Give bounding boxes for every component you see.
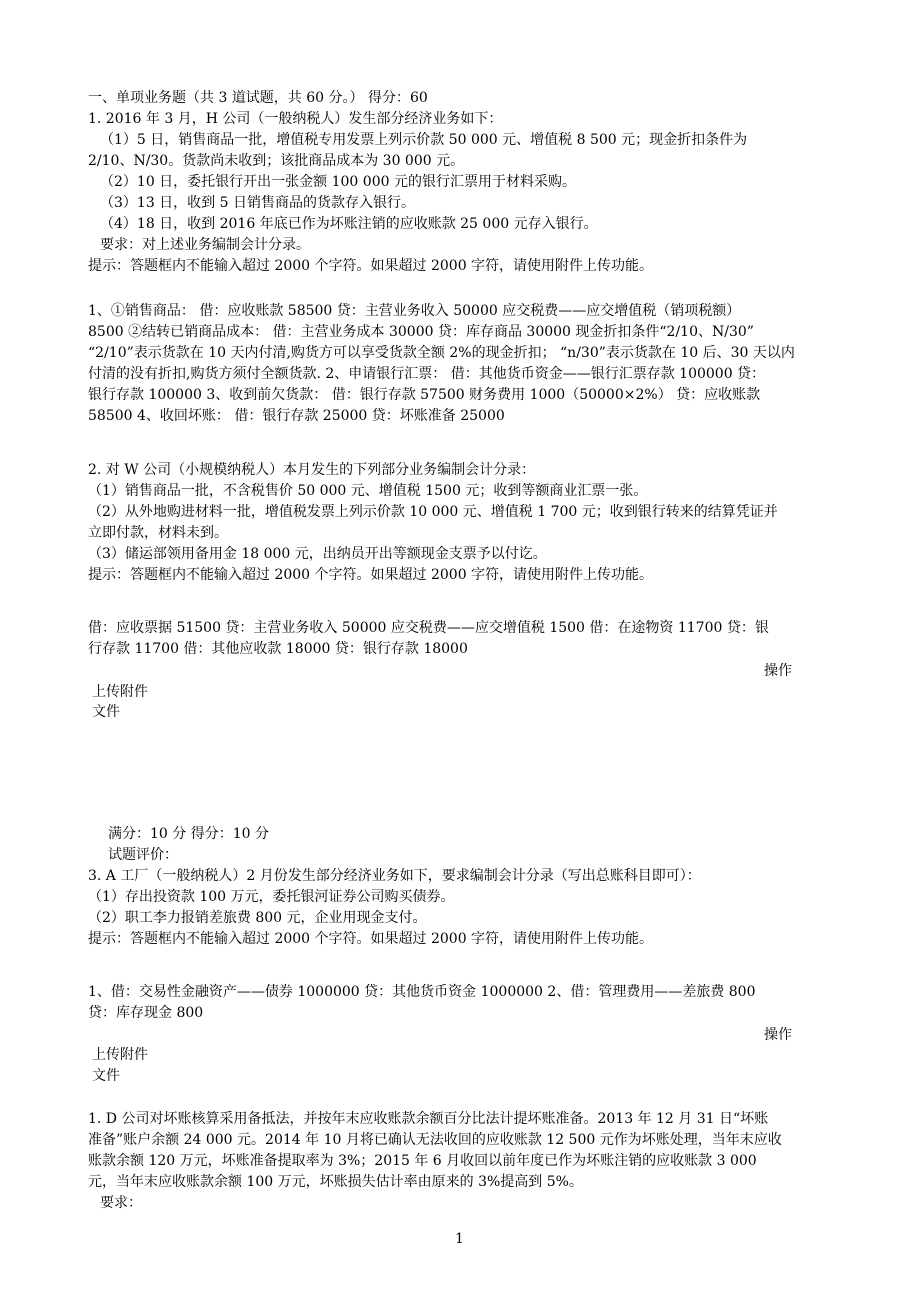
question-2-answer-line: 行存款 11700 借：其他应收款 18000 贷：银行存款 18000	[88, 641, 468, 657]
score-label: 满分：10 分 得分：10 分	[108, 826, 269, 842]
question-1-hint: 提示：答题框内不能输入超过 2000 个字符。如果超过 2000 字符，请使用附件上传功能。	[88, 258, 654, 274]
question-1-answer-line: 58500 4、收回坏账： 借：银行存款 25000 贷：坏账准备 25000	[88, 408, 505, 424]
upload-attachment-link[interactable]: 上传附件	[92, 684, 148, 700]
question-2-item: （3）储运部领用备用金 18 000 元，出纳员开出等额现金支票予以付讫。	[88, 546, 547, 562]
question-3-answer-line: 1、借：交易性金融资产——债券 1000000 贷：其他货币资金 1000000 2、借：管理费用——差旅费 800	[88, 984, 756, 1000]
question-1-item: （3）13 日，收到 5 日销售商品的货款存入银行。	[100, 195, 415, 211]
section-heading: 一、单项业务题（共 3 道试题，共 60 分。） 得分：60	[88, 90, 428, 106]
question-2-item: （2）从外地购进材料一批，增值税发票上列示价款 10 000 元、增值税 1 700 元；收到银行转来的结算凭证并	[88, 504, 778, 520]
page-number: 1	[455, 1231, 464, 1247]
question-2-answer-line: 借：应收票据 51500 贷：主营业务收入 50000 应交税费——应交增值税 1500 借：在途物资 11700 贷：银	[88, 620, 769, 636]
question-1-item: （4）18 日，收到 2016 年底已作为坏账注销的应收账款 25 000 元存入银行。	[100, 216, 598, 232]
upload-attachment-link[interactable]: 上传附件	[92, 1047, 148, 1063]
question-2-hint: 提示：答题框内不能输入超过 2000 个字符。如果超过 2000 字符，请使用附件上传功能。	[88, 567, 654, 583]
question-3-answer-line: 贷：库存现金 800	[88, 1005, 204, 1021]
question-4-line: 准备”账户余额 24 000 元。2014 年 10 月将已确认无法收回的应收账款 12 500 元作为坏账处理，当年末应收	[88, 1132, 782, 1148]
operation-label: 操作	[764, 663, 792, 679]
question-1-requirement: 要求：对上述业务编制会计分录。	[100, 237, 310, 253]
question-4-requirement: 要求：	[100, 1195, 142, 1211]
question-1-answer-line: “2/10”表示货款在 10 天内付清,购货方可以享受货款全额 2%的现金折扣； “n/30”表示货款在 10 后、30 天以内	[88, 345, 795, 361]
question-3-hint: 提示：答题框内不能输入超过 2000 个字符。如果超过 2000 字符，请使用附件上传功能。	[88, 931, 654, 947]
question-1-item: （2）10 日，委托银行开出一张金额 100 000 元的银行汇票用于材料采购。	[100, 174, 576, 190]
operation-label: 操作	[764, 1027, 792, 1043]
question-4-line: 元，当年末应收账款余额 100 万元，坏账损失估计率由原来的 3%提高到 5%。	[88, 1174, 583, 1190]
question-3-item: （2）职工李力报销差旅费 800 元，企业用现金支付。	[88, 910, 427, 926]
question-2-item: （1）销售商品一批，不含税售价 50 000 元、增值税 1500 元；收到等额商业汇票一张。	[88, 483, 648, 499]
question-3-title: 3. A 工厂（一般纳税人）2 月份发生部分经济业务如下，要求编制会计分录（写出总账科目即可）：	[88, 868, 701, 884]
question-3-item: （1）存出投资款 100 万元，委托银河证券公司购买债券。	[88, 889, 455, 905]
question-2-title: 2. 对 W 公司（小规模纳税人）本月发生的下列部分业务编制会计分录：	[88, 462, 536, 478]
question-2-item: 立即付款，材料未到。	[88, 525, 228, 541]
question-4-line: 1. D 公司对坏账核算采用备抵法，并按年末应收账款余额百分比法计提坏账准备。2013 年 12 月 31 日“坏账	[88, 1111, 769, 1127]
question-1-item: （1）5 日，销售商品一批，增值税专用发票上列示价款 50 000 元、增值税 8 500 元；现金折扣条件为	[100, 132, 748, 148]
file-label: 文件	[92, 1068, 120, 1084]
question-1-answer-line: 付清的没有折扣,购货方须付全额货款. 2、申请银行汇票： 借：其他货币资金——银行汇票存款 100000 贷：	[88, 366, 766, 382]
question-1-answer-line: 银行存款 100000 3、收到前欠货款： 借：银行存款 57500 财务费用 1000（50000×2%） 贷：应收账款	[88, 387, 761, 403]
evaluation-label: 试题评价：	[108, 847, 178, 863]
question-1-title: 1. 2016 年 3 月，H 公司（一般纳税人）发生部分经济业务如下：	[88, 111, 503, 127]
question-1-item: 2/10、N/30。货款尚未收到；该批商品成本为 30 000 元。	[88, 153, 465, 169]
question-1-answer-line: 8500 ②结转已销商品成本： 借：主营业务成本 30000 贷：库存商品 30000 现金折扣条件“2/10、N/30”	[88, 324, 754, 340]
question-1-answer-line: 1、①销售商品： 借：应收账款 58500 贷：主营业务收入 50000 应交税费——应交增值税（销项税额）	[88, 303, 741, 319]
file-label: 文件	[92, 704, 120, 720]
question-4-line: 账款余额 120 万元，坏账准备提取率为 3%；2015 年 6 月收回以前年度已作为坏账注销的应收账款 3 000	[88, 1153, 757, 1169]
